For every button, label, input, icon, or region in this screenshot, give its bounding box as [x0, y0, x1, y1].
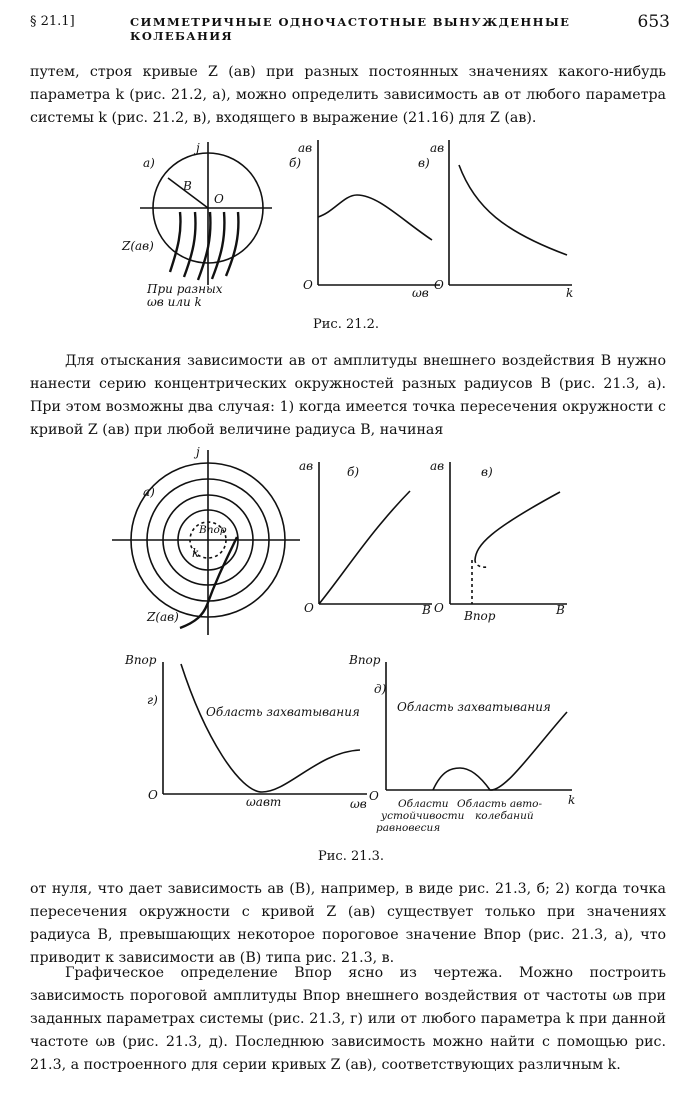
fig1-panel-a: [121, 141, 272, 309]
fig2-v-unstable-branch: [475, 560, 488, 567]
fig2-a-j-label: j: [196, 445, 200, 459]
fig2-b-origin: O: [304, 601, 314, 615]
fig2-g-xlabel: ωв: [350, 797, 367, 811]
paragraph-4: Графическое определение Bпор ясно из чертежа. Можно построить зависимость пороговой амплитуды Bпор внешнего воздействия от частоты ωв при заданных параметрах системы (рис. 21.3, г) или от любого параметра k при данной частоте ωв (рис. 21.3, д). Последнюю зависимость можно найти с помощью рис. 21.3, а построенного для серии кривых Z (aв), соответствующих различным k.: [30, 965, 666, 1073]
paragraph-1: путем, строя кривые Z (aв) при разных постоянных значениях какого-нибудь параметра k (рис. 21.2, а), можно определить зависимость aв от любого параметра системы k (рис. 21.2, в), входящего в выражение (21.16) для Z (aв).: [30, 64, 666, 126]
fig2-g-curve: [181, 664, 360, 792]
fig2-d-auto-1: Область авто-: [457, 798, 543, 810]
fig2-v-label: в): [481, 465, 493, 479]
fig2-panel-d: [348, 653, 575, 834]
fig1-a-note-2: ωв или k: [147, 295, 202, 309]
fig2-a-Z-label: Z(aв): [147, 610, 179, 624]
fig1-a-curve-2: [184, 212, 196, 277]
fig2-a-k-label: k: [192, 546, 200, 560]
figure-21-2: [0, 120, 692, 316]
fig2-v-stable-branch: [475, 492, 560, 560]
section-number: § 21.1]: [30, 14, 75, 29]
page-number: 653: [637, 12, 670, 32]
fig2-v-origin: O: [434, 601, 444, 615]
figure-21-3-caption: Рис. 21.3.: [318, 849, 385, 864]
fig1-v-curve: [459, 165, 567, 255]
fig1-a-label: а): [143, 156, 155, 170]
fig1-b-label: б): [289, 156, 302, 170]
paragraph-3: от нуля, что дает зависимость aв (B), например, в виде рис. 21.3, б; 2) когда точка пересечения окружности с кривой Z (aв) существует только при значениях радиуса B, превышающих некоторое пороговое значение Bпор (рис. 21.3, а), что приводит к зависимости aв (B) типа рис. 21.3, в.: [30, 881, 666, 966]
page-header: [30, 12, 670, 43]
fig2-panel-g: [124, 653, 367, 811]
fig2-d-stab-2: устойчивости: [381, 810, 465, 822]
fig1-a-curve-1: [170, 212, 181, 272]
fig2-panel-b: [299, 459, 432, 617]
fig1-v-ylabel: aв: [430, 141, 445, 155]
fig2-g-ylabel: Bпор: [125, 653, 157, 667]
fig1-b-curve: [318, 195, 432, 240]
fig1-a-note-1: При разных: [147, 282, 223, 296]
fig2-panel-v: [430, 459, 567, 623]
fig2-g-origin: O: [148, 788, 158, 802]
fig2-g-omega-avt: ωавт: [246, 795, 282, 809]
fig2-b-curve: [319, 491, 410, 604]
fig2-g-label: г): [147, 693, 158, 707]
fig2-d-origin: O: [369, 789, 379, 803]
fig1-a-j-label: j: [196, 141, 200, 155]
fig2-v-threshold-label: Bпор: [464, 609, 496, 623]
fig1-a-Z-label: Z(aв): [122, 239, 154, 253]
fig1-a-curve-5: [226, 212, 238, 276]
fig2-d-auto-2: колебаний: [475, 810, 534, 822]
fig1-b-xlabel: ωв: [412, 286, 429, 300]
fig1-a-O-label: O: [214, 192, 224, 206]
figure-21-3: [0, 430, 692, 845]
fig2-d-region: Область захватывания: [397, 700, 551, 714]
fig2-d-curve: [433, 712, 567, 790]
fig2-b-label: б): [347, 465, 360, 479]
fig1-v-label: в): [418, 156, 430, 170]
fig2-a-Bpor-label: Bпор: [199, 524, 227, 536]
fig2-d-label: д): [374, 682, 387, 696]
fig2-b-ylabel: aв: [299, 459, 314, 473]
fig1-v-xlabel: k: [566, 286, 574, 300]
fig1-panel-v: [418, 140, 573, 300]
fig2-g-region: Область захватывания: [206, 705, 360, 719]
fig1-a-curve-4: [212, 212, 224, 279]
fig2-v-ylabel: aв: [430, 459, 445, 473]
fig2-v-xlabel: B: [556, 603, 565, 617]
paragraph-2: Для отыскания зависимости aв от амплитуды внешнего воздействия B нужно нанести серию концентрических окружностей разных радиусов B (рис. 21.3, а). При этом возможны два случая: 1) когда имеется точка пересечения окружности с кривой Z (aв) при любой величине радиуса B, начиная: [30, 353, 666, 438]
fig1-a-B-label: B: [183, 179, 192, 193]
fig2-d-stab-3: равновесия: [376, 822, 441, 834]
running-title: СИММЕТРИЧНЫЕ ОДНОЧАСТОТНЫЕ ВЫНУЖДЕННЫЕ КОЛЕБАНИЯ: [130, 15, 571, 43]
figure-21-2-caption: Рис. 21.2.: [313, 317, 380, 332]
fig2-d-xlabel: k: [568, 793, 576, 807]
fig2-d-ylabel: Bпор: [349, 653, 381, 667]
fig1-b-origin: O: [303, 278, 313, 292]
fig1-v-origin: O: [434, 278, 444, 292]
fig2-b-xlabel: B: [422, 603, 431, 617]
fig2-d-stab-1: Области: [398, 798, 449, 810]
fig1-b-ylabel: aв: [298, 141, 313, 155]
fig2-a-label: а): [143, 485, 155, 499]
fig2-panel-a: [112, 445, 300, 635]
